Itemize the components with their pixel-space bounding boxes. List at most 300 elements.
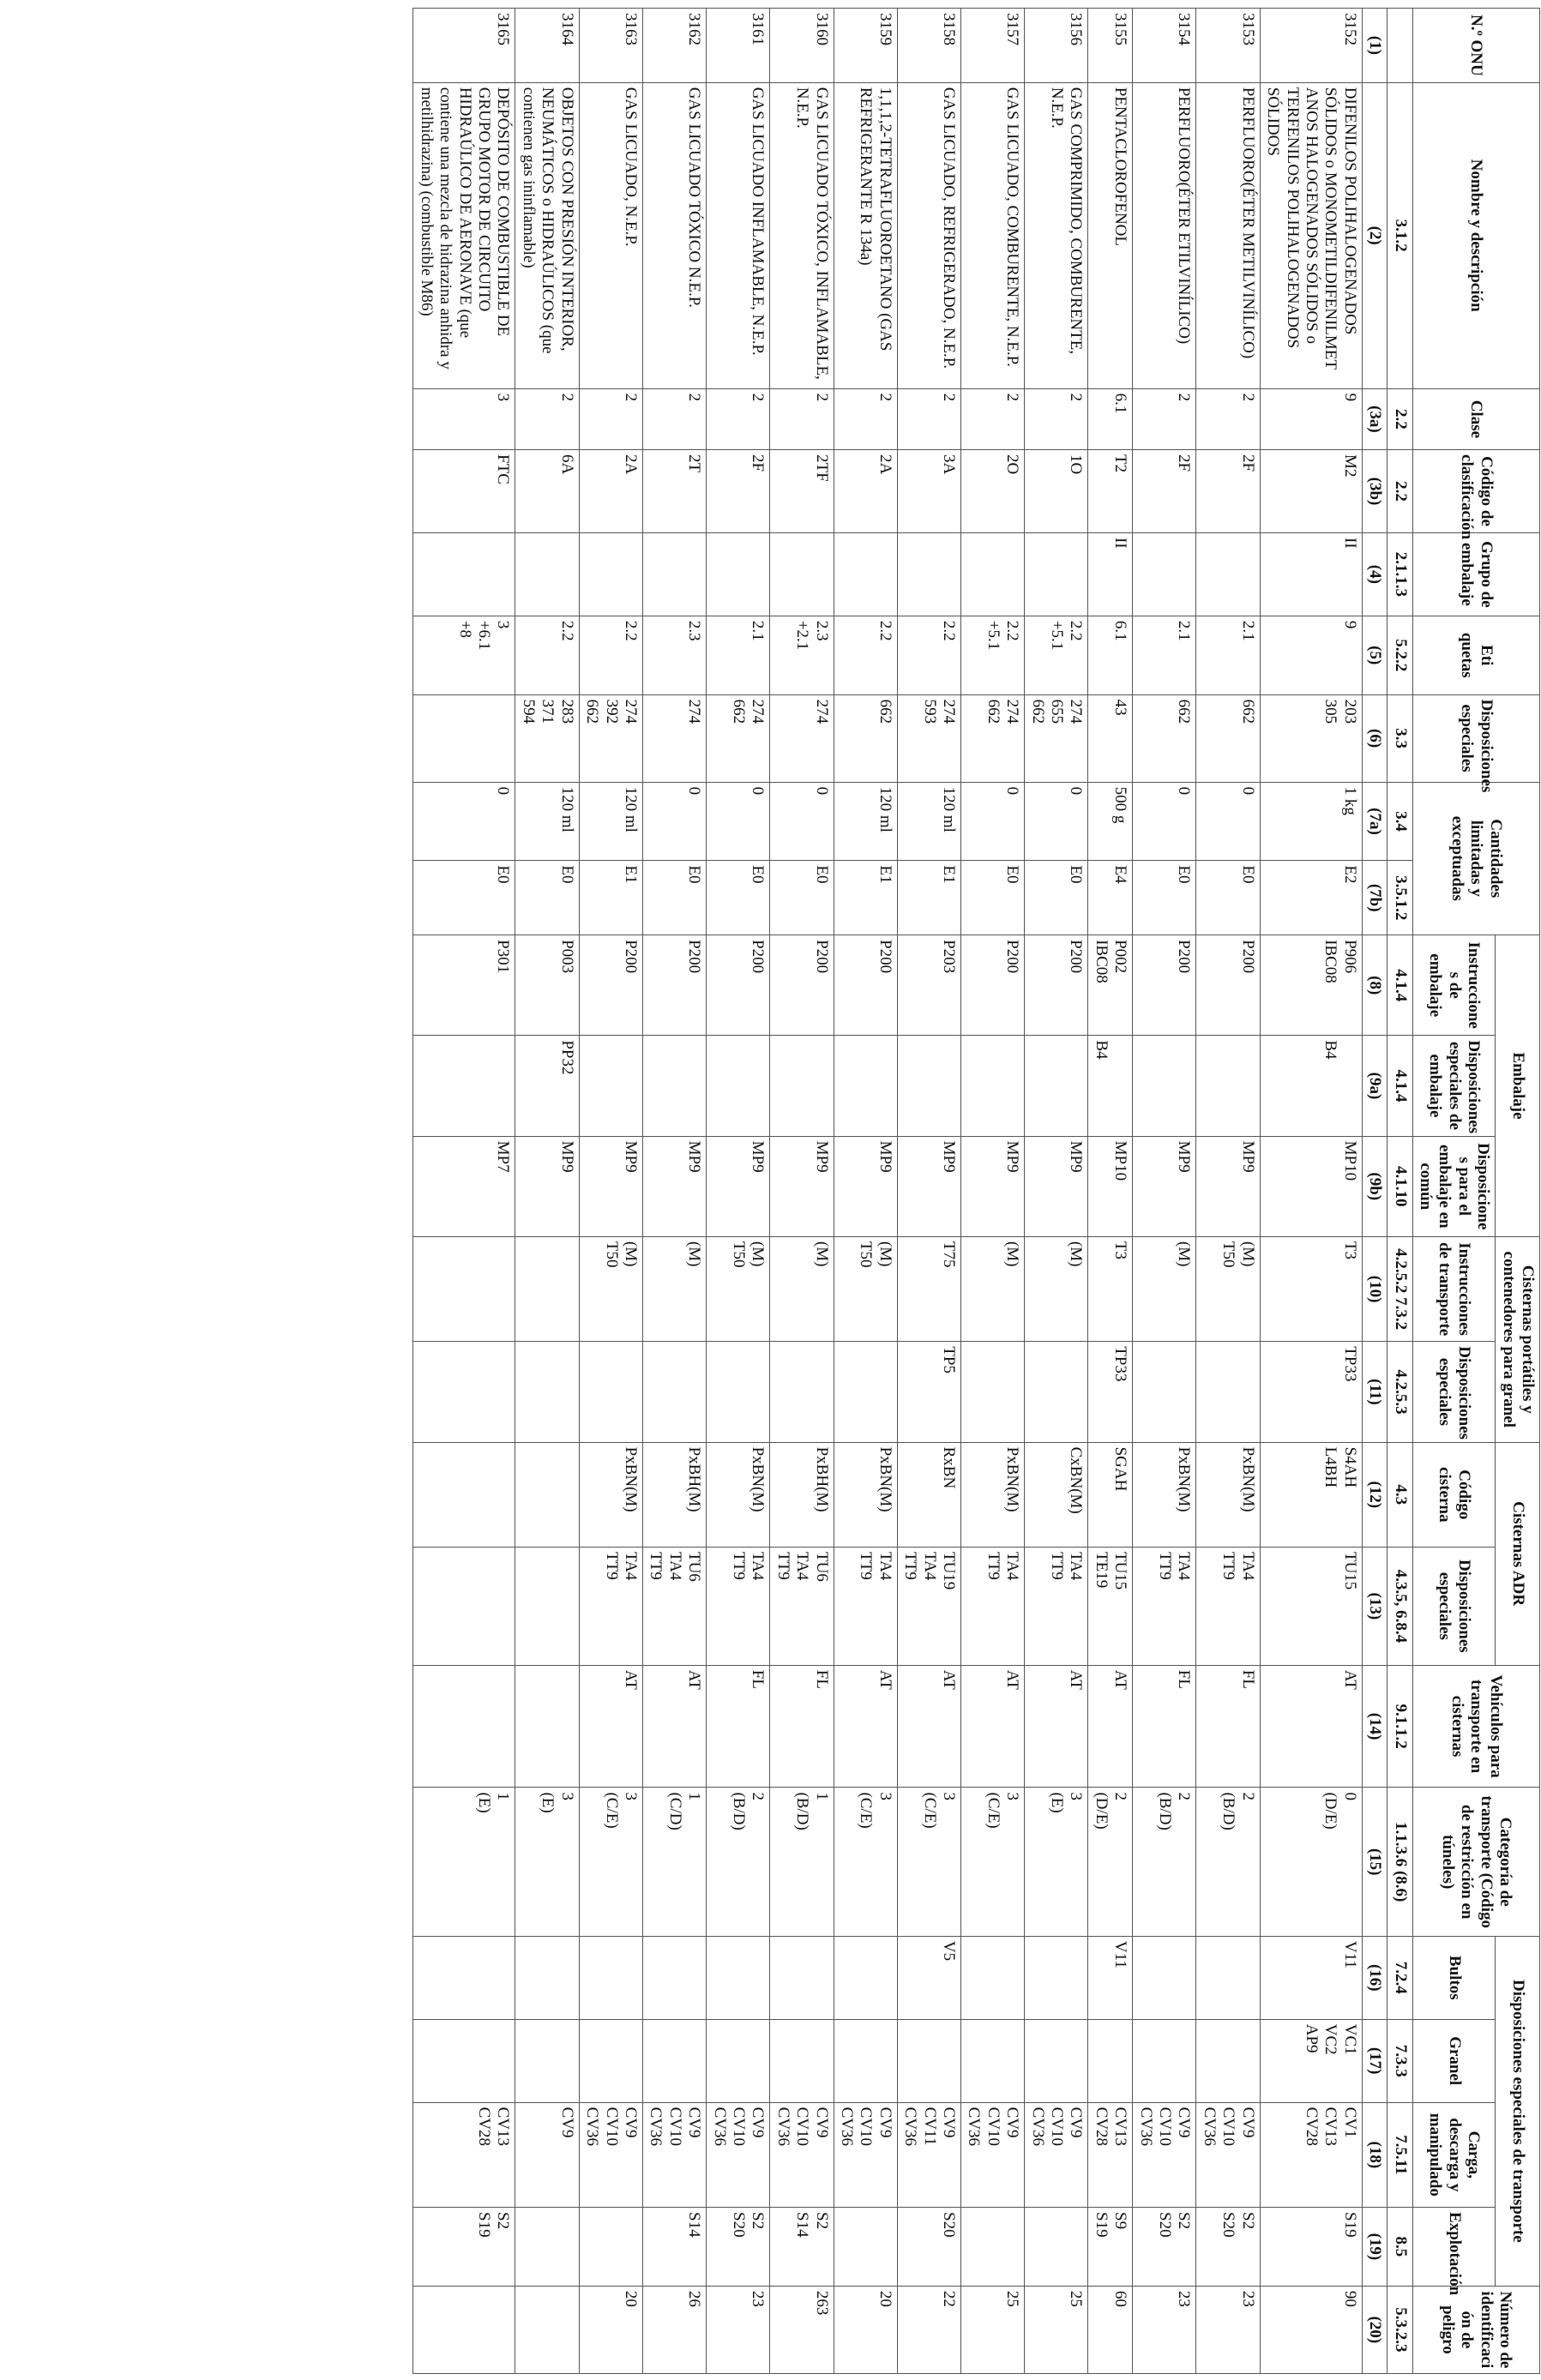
table-cell: CV9 CV10 CV36 <box>770 2102 834 2207</box>
table-cell <box>897 532 960 616</box>
table-cell: 26 <box>642 2286 706 2373</box>
column-number-cell: (1) <box>1362 9 1387 83</box>
ref-cell: 2.2 <box>1388 450 1412 533</box>
table-cell: E0 <box>642 861 706 935</box>
table-cell: AT <box>961 1665 1025 1788</box>
table-cell: PxBN(M) <box>707 1442 770 1547</box>
ref-cell: 7.5.11 <box>1388 2102 1412 2207</box>
table-cell: (M) <box>1133 1236 1196 1341</box>
table-cell: 2.2 <box>834 616 897 694</box>
table-cell: 3A <box>897 450 960 533</box>
table-row <box>1196 9 1260 2374</box>
table-cell: FTC <box>413 450 515 533</box>
table-row <box>1260 9 1362 2374</box>
header-instrucciones-transporte: Instrucciones de transporte <box>1412 1236 1496 1341</box>
table-cell: E4 <box>1088 861 1133 935</box>
table-cell: PxBN(M) <box>834 1442 897 1547</box>
table-cell: E2 <box>1260 861 1362 935</box>
table-cell: 3 <box>413 388 515 449</box>
table-cell: TU19 TA4 TT9 <box>897 1547 960 1665</box>
table-cell: FL <box>1133 1665 1196 1788</box>
table-cell <box>515 1936 579 2019</box>
table-cell: 2 (B/D) <box>1196 1788 1260 1936</box>
dangerous-goods-table <box>412 8 1540 2374</box>
name-description-cell: GAS LICUADO, N.E.P. <box>579 82 642 388</box>
table-cell: 120 ml <box>515 782 579 861</box>
table-row <box>413 9 515 2374</box>
table-cell <box>834 532 897 616</box>
un-number-cell: 3159 <box>834 9 897 83</box>
table-cell: 3 (C/E) <box>961 1788 1025 1936</box>
header-bultos: Bultos <box>1412 1936 1496 2019</box>
table-cell: TA4 TT9 <box>1025 1547 1088 1665</box>
table-cell: TA4 TT9 <box>579 1547 642 1665</box>
un-number-cell: 3154 <box>1133 9 1196 83</box>
table-cell <box>515 2286 579 2373</box>
table-cell: CV9 CV10 CV36 <box>1133 2102 1196 2207</box>
header-cantidades: Cantidades limitadas y exceptuadas <box>1412 782 1539 935</box>
table-cell: (M) T50 <box>579 1236 642 1341</box>
ref-cell: 4.2.5.2 7.3.2 <box>1388 1236 1412 1341</box>
table-cell: 120 ml <box>579 782 642 861</box>
table-cell <box>1025 2019 1088 2102</box>
table-cell: PxBH(M) <box>770 1442 834 1547</box>
ref-cell: 4.3 <box>1388 1442 1412 1547</box>
column-number-cell: (5) <box>1362 616 1387 694</box>
column-number-cell: (9a) <box>1362 1036 1387 1136</box>
table-cell: TA4 TT9 <box>1133 1547 1196 1665</box>
table-cell: 283 371 594 <box>515 694 579 782</box>
table-cell: MP9 <box>1133 1136 1196 1236</box>
ref-cell: 2.2 <box>1388 388 1412 449</box>
table-cell: PxBN(M) <box>961 1442 1025 1547</box>
ref-cell <box>1388 9 1412 83</box>
table-cell: CxBN(M) <box>1025 1442 1088 1547</box>
table-cell: E1 <box>834 861 897 935</box>
table-cell: MP9 <box>1196 1136 1260 1236</box>
table-cell: 0 <box>642 782 706 861</box>
table-cell: 2 <box>707 388 770 449</box>
table-cell: P200 <box>1025 935 1088 1036</box>
table-cell: SGAH <box>1088 1442 1133 1547</box>
table-cell <box>1196 1342 1260 1442</box>
table-cell: E0 <box>413 861 515 935</box>
table-cell <box>770 2019 834 2102</box>
table-cell: 2 <box>1025 388 1088 449</box>
table-cell: 2.1 <box>1196 616 1260 694</box>
table-cell <box>1088 2019 1133 2102</box>
table-cell: MP7 <box>413 1136 515 1236</box>
table-cell <box>642 532 706 616</box>
table-cell: 2.2 +5.1 <box>1025 616 1088 694</box>
table-cell <box>642 2019 706 2102</box>
table-cell: 1 kg <box>1260 782 1362 861</box>
table-cell <box>1196 1936 1260 2019</box>
table-row <box>1088 9 1133 2374</box>
table-cell: 2TF <box>770 450 834 533</box>
table-cell: TA4 TT9 <box>707 1547 770 1665</box>
table-cell: E0 <box>1196 861 1260 935</box>
table-cell: 263 <box>770 2286 834 2373</box>
table-cell: CV9 CV10 CV36 <box>642 2102 706 2207</box>
header-disp-esp-adr: Disposiciones especiales <box>1412 1547 1496 1665</box>
header-onu: N.º ONU <box>1412 9 1539 83</box>
un-number-cell: 3161 <box>707 9 770 83</box>
table-cell <box>413 1036 515 1136</box>
table-cell: S14 <box>642 2208 706 2287</box>
ref-cell: 9.1.1.2 <box>1388 1665 1412 1788</box>
table-cell: V11 <box>1260 1936 1362 2019</box>
table-cell: 2 <box>834 388 897 449</box>
table-cell <box>579 1036 642 1136</box>
table-cell <box>413 1936 515 2019</box>
table-cell: E1 <box>579 861 642 935</box>
table-cell: E0 <box>1025 861 1088 935</box>
table-cell <box>579 1936 642 2019</box>
table-cell: 274 662 <box>961 694 1025 782</box>
table-cell: P200 <box>707 935 770 1036</box>
table-cell <box>834 2208 897 2287</box>
table-cell: P200 <box>579 935 642 1036</box>
table-cell: TA4 TT9 <box>834 1547 897 1665</box>
column-number-cell: (7a) <box>1362 782 1387 861</box>
table-cell: CV9 CV10 CV36 <box>834 2102 897 2207</box>
rotated-table-frame <box>185 8 1540 2374</box>
table-cell: 2 <box>770 388 834 449</box>
table-cell: S9 S19 <box>1088 2208 1133 2287</box>
table-cell: E0 <box>961 861 1025 935</box>
table-cell <box>413 1342 515 1442</box>
table-cell: M2 <box>1260 450 1362 533</box>
table-cell: B4 <box>1088 1036 1133 1136</box>
table-cell: P301 <box>413 935 515 1036</box>
table-cell: 6A <box>515 450 579 533</box>
table-cell: E0 <box>515 861 579 935</box>
table-cell: 2F <box>1133 450 1196 533</box>
column-number-cell: (16) <box>1362 1936 1387 2019</box>
ref-cell: 3.1.2 <box>1388 82 1412 388</box>
table-cell <box>642 1342 706 1442</box>
name-description-cell: PENTACLOROFENOL <box>1088 82 1133 388</box>
table-cell <box>834 2019 897 2102</box>
table-cell <box>707 1036 770 1136</box>
table-cell: 9 <box>1260 616 1362 694</box>
table-cell: MP9 <box>515 1136 579 1236</box>
table-cell: PxBN(M) <box>1196 1442 1260 1547</box>
table-cell <box>515 1342 579 1442</box>
table-cell <box>413 532 515 616</box>
table-cell <box>961 2208 1025 2287</box>
table-cell: CV9 CV11 CV36 <box>897 2102 960 2207</box>
table-cell <box>897 1036 960 1136</box>
un-number-cell: 3162 <box>642 9 706 83</box>
table-cell: P200 <box>1196 935 1260 1036</box>
header-disposiciones-transporte: Disposiciones especiales de transporte <box>1496 1936 1540 2286</box>
table-cell: PxBH(M) <box>642 1442 706 1547</box>
header-codigo-clasificacion: Código de clasificación <box>1412 450 1539 533</box>
table-cell: 2 (B/D) <box>707 1788 770 1936</box>
table-cell: V11 <box>1088 1936 1133 2019</box>
table-cell: 0 <box>1025 782 1088 861</box>
table-cell: (M) T50 <box>1196 1236 1260 1341</box>
table-cell <box>1025 1036 1088 1136</box>
table-cell: 274 655 662 <box>1025 694 1088 782</box>
table-cell: E0 <box>1133 861 1196 935</box>
table-cell <box>1133 532 1196 616</box>
table-cell: 203 305 <box>1260 694 1362 782</box>
table-cell: P200 <box>834 935 897 1036</box>
table-cell: TA4 TT9 <box>961 1547 1025 1665</box>
table-cell: P200 <box>642 935 706 1036</box>
table-cell: E0 <box>707 861 770 935</box>
table-cell: P200 <box>1133 935 1196 1036</box>
table-cell: MP9 <box>707 1136 770 1236</box>
table-cell: MP9 <box>642 1136 706 1236</box>
table-cell <box>1196 2019 1260 2102</box>
table-cell: 2A <box>579 450 642 533</box>
table-cell <box>1025 1936 1088 2019</box>
table-cell <box>413 1442 515 1547</box>
table-cell: 23 <box>707 2286 770 2373</box>
table-cell: FL <box>707 1665 770 1788</box>
table-cell <box>834 1036 897 1136</box>
table-cell: MP9 <box>1025 1136 1088 1236</box>
table-cell: AT <box>1088 1665 1133 1788</box>
header-embalaje: Embalaje <box>1496 935 1540 1237</box>
table-cell <box>707 532 770 616</box>
table-cell: 22 <box>897 2286 960 2373</box>
table-cell: S2 S19 <box>413 2208 515 2287</box>
un-number-cell: 3163 <box>579 9 642 83</box>
table-cell: 2O <box>961 450 1025 533</box>
table-cell: MP9 <box>834 1136 897 1236</box>
column-number-cell: (4) <box>1362 532 1387 616</box>
table-cell: 1 (C/D) <box>642 1788 706 1936</box>
table-cell: P003 <box>515 935 579 1036</box>
name-description-cell: OBJETOS CON PRESIÓN INTERIOR, NEUMÁTICOS o HIDRAÚLICOS (que contienen gas ininflamable) <box>515 82 579 388</box>
column-number-cell: (14) <box>1362 1665 1387 1788</box>
un-number-cell: 3153 <box>1196 9 1260 83</box>
table-cell: 2.3 +2.1 <box>770 616 834 694</box>
header-nombre: Nombre y descripción <box>1412 82 1539 388</box>
column-number-cell: (17) <box>1362 2019 1387 2102</box>
table-cell: II <box>1260 532 1362 616</box>
table-cell: TU6 TA4 TT9 <box>642 1547 706 1665</box>
table-cell: II <box>1088 532 1133 616</box>
name-description-cell: GAS COMPRIMIDO, COMBURENTE, N.E.P. <box>1025 82 1088 388</box>
table-row <box>897 9 960 2374</box>
table-cell: 0 <box>1196 782 1260 861</box>
table-cell: 274 <box>642 694 706 782</box>
ref-cell: 3.5.1.2 <box>1388 861 1412 935</box>
table-cell: P200 <box>770 935 834 1036</box>
table-cell: 274 392 662 <box>579 694 642 782</box>
table-row <box>642 9 706 2374</box>
table-cell: 3 (C/E) <box>579 1788 642 1936</box>
table-cell: AT <box>642 1665 706 1788</box>
un-number-cell: 3152 <box>1260 9 1362 83</box>
table-cell: TU15 <box>1260 1547 1362 1665</box>
table-cell: S20 <box>897 2208 960 2287</box>
table-cell <box>642 1936 706 2019</box>
name-description-cell: GAS LICUADO TÓXICO, INFLAMABLE, N.E.P. <box>770 82 834 388</box>
table-cell: 2 <box>642 388 706 449</box>
table-cell: 3 (C/E) <box>897 1788 960 1936</box>
column-number-cell: (8) <box>1362 935 1387 1036</box>
table-row <box>834 9 897 2374</box>
table-cell: T3 <box>1088 1236 1133 1341</box>
table-cell <box>707 1936 770 2019</box>
table-cell: 25 <box>1025 2286 1088 2373</box>
table-cell <box>515 1547 579 1665</box>
table-cell: S2 S20 <box>1196 2208 1260 2287</box>
ref-cell: 4.2.5.3 <box>1388 1342 1412 1442</box>
table-cell <box>515 1236 579 1341</box>
header-disp-embalaje-comun: Disposicione s para el embalaje en común <box>1412 1136 1496 1236</box>
un-number-cell: 3160 <box>770 9 834 83</box>
table-cell: 6.1 <box>1088 388 1133 449</box>
table-cell: CV9 CV10 CV36 <box>961 2102 1025 2207</box>
table-cell: 2 <box>897 388 960 449</box>
table-cell: 3 (C/E) <box>834 1788 897 1936</box>
table-cell: PxBN(M) <box>579 1442 642 1547</box>
table-row <box>579 9 642 2374</box>
table-cell <box>413 1236 515 1341</box>
column-number-cell: (13) <box>1362 1547 1387 1665</box>
table-cell <box>707 1342 770 1442</box>
name-description-cell: GAS LICUADO, REFRIGERADO, N.E.P. <box>897 82 960 388</box>
table-cell: 9 <box>1260 388 1362 449</box>
table-cell <box>579 532 642 616</box>
table-cell: 3 (E) <box>515 1788 579 1936</box>
table-cell: 662 <box>1133 694 1196 782</box>
table-cell: MP9 <box>579 1136 642 1236</box>
ref-cell: 7.3.3 <box>1388 2019 1412 2102</box>
table-cell <box>961 1036 1025 1136</box>
table-cell <box>413 1547 515 1665</box>
table-cell <box>579 2019 642 2102</box>
table-cell <box>1133 1936 1196 2019</box>
table-row <box>515 9 579 2374</box>
ref-cell: 1.1.3.6 (8.6) <box>1388 1788 1412 1936</box>
header-disposiciones-especiales: Disposiciones especiales <box>1412 694 1539 782</box>
table-cell: RxBN <box>897 1442 960 1547</box>
ref-cell: 5.2.2 <box>1388 616 1412 694</box>
table-cell: 120 ml <box>897 782 960 861</box>
table-cell: 25 <box>961 2286 1025 2373</box>
table-cell <box>642 1036 706 1136</box>
table-cell: TU15 TE19 <box>1088 1547 1133 1665</box>
table-cell: 2 <box>961 388 1025 449</box>
table-cell: TU6 TA4 TT9 <box>770 1547 834 1665</box>
header-codigo-cisterna: Código cisterna <box>1412 1442 1496 1547</box>
table-cell: 43 <box>1088 694 1133 782</box>
table-cell: 2 (D/E) <box>1088 1788 1133 1936</box>
table-cell <box>770 532 834 616</box>
table-cell: AT <box>1260 1665 1362 1788</box>
table-cell: AT <box>579 1665 642 1788</box>
table-cell: (M) <box>961 1236 1025 1341</box>
header-granel: Granel <box>1412 2019 1496 2102</box>
table-cell <box>515 1665 579 1788</box>
table-cell: 2 <box>515 388 579 449</box>
column-number-cell: (6) <box>1362 694 1387 782</box>
table-cell: TP33 <box>1088 1342 1133 1442</box>
table-cell: 6.1 <box>1088 616 1133 694</box>
table-cell: 90 <box>1260 2286 1362 2373</box>
ref-cell: 7.2.4 <box>1388 1936 1412 2019</box>
table-cell: TP5 <box>897 1342 960 1442</box>
table-cell: AT <box>1025 1665 1088 1788</box>
table-cell: 0 <box>707 782 770 861</box>
table-cell: VC1 VC2 AP9 <box>1260 2019 1362 2102</box>
table-cell: TA4 TT9 <box>1196 1547 1260 1665</box>
header-categoria: Categoría de transporte (Código de restricción en túneles) <box>1412 1788 1539 1936</box>
table-cell <box>961 1936 1025 2019</box>
ref-cell: 2.1.1.3 <box>1388 532 1412 616</box>
table-cell <box>1025 532 1088 616</box>
name-description-cell: DIFENILOS POLIHALOGENADOS SÓLIDOS o MONOMETILDIFENILMET ANOS HALOGENADOS SÓLIDOS o TERFENILOS POLIHALOGENADOS SÓLIDOS <box>1260 82 1362 388</box>
table-cell <box>579 2208 642 2287</box>
header-explotacion: Explotación <box>1412 2208 1496 2287</box>
ref-cell: 3.4 <box>1388 782 1412 861</box>
table-cell: CV1 CV13 CV28 <box>1260 2102 1362 2207</box>
table-cell: MP9 <box>897 1136 960 1236</box>
name-description-cell: 1,1,1,2-TETRAFLUOROETANO (GAS REFRIGERANTE R 134a) <box>834 82 897 388</box>
table-body <box>413 9 1362 2374</box>
column-number-cell: (3b) <box>1362 450 1387 533</box>
table-cell <box>413 2019 515 2102</box>
table-cell: 2.1 <box>1133 616 1196 694</box>
table-cell: 120 ml <box>834 782 897 861</box>
table-row <box>1025 9 1088 2374</box>
table-cell: 274 593 <box>897 694 960 782</box>
un-number-cell: 3155 <box>1088 9 1133 83</box>
table-cell: CV9 CV10 CV36 <box>579 2102 642 2207</box>
table-cell: 2.1 <box>707 616 770 694</box>
header-carga: Carga, descarga y manipulado <box>1412 2102 1496 2207</box>
column-number-cell: (15) <box>1362 1788 1387 1936</box>
ref-cell: 4.3.5, 6.8.4 <box>1388 1547 1412 1665</box>
table-cell <box>515 2208 579 2287</box>
table-cell <box>1196 532 1260 616</box>
table-cell: 60 <box>1088 2286 1133 2373</box>
table-cell: T3 <box>1260 1236 1362 1341</box>
un-number-cell: 3164 <box>515 9 579 83</box>
header-cisternas-adr: Cisternas ADR <box>1496 1442 1540 1665</box>
table-cell: P200 <box>961 935 1025 1036</box>
table-cell: 1O <box>1025 450 1088 533</box>
table-cell: 2.2 +5.1 <box>961 616 1025 694</box>
table-cell: 2 <box>579 388 642 449</box>
name-description-cell: DEPÓSITO DE COMBUSTIBLE DE GRUPO MOTOR DE CIRCUITO HIDRAÚLICO DE AERONAVE (que contiene una mezcla de hidrazina anhidra y metilhidrazina) (combustible M86) <box>413 82 515 388</box>
table-cell: CV9 CV10 CV36 <box>1196 2102 1260 2207</box>
table-cell <box>413 2286 515 2373</box>
column-number-row <box>1362 9 1387 2374</box>
table-cell <box>961 1342 1025 1442</box>
table-cell: 2 <box>1133 388 1196 449</box>
header-clase: Clase <box>1412 388 1539 449</box>
table-cell: 500 g <box>1088 782 1133 861</box>
table-row <box>770 9 834 2374</box>
table-cell: MP9 <box>961 1136 1025 1236</box>
table-cell: 2A <box>834 450 897 533</box>
table-cell: 0 <box>413 782 515 861</box>
table-cell: 274 <box>770 694 834 782</box>
table-cell: CV9 CV10 CV36 <box>707 2102 770 2207</box>
table-cell: 2.2 <box>579 616 642 694</box>
table-cell: 2 <box>1196 388 1260 449</box>
